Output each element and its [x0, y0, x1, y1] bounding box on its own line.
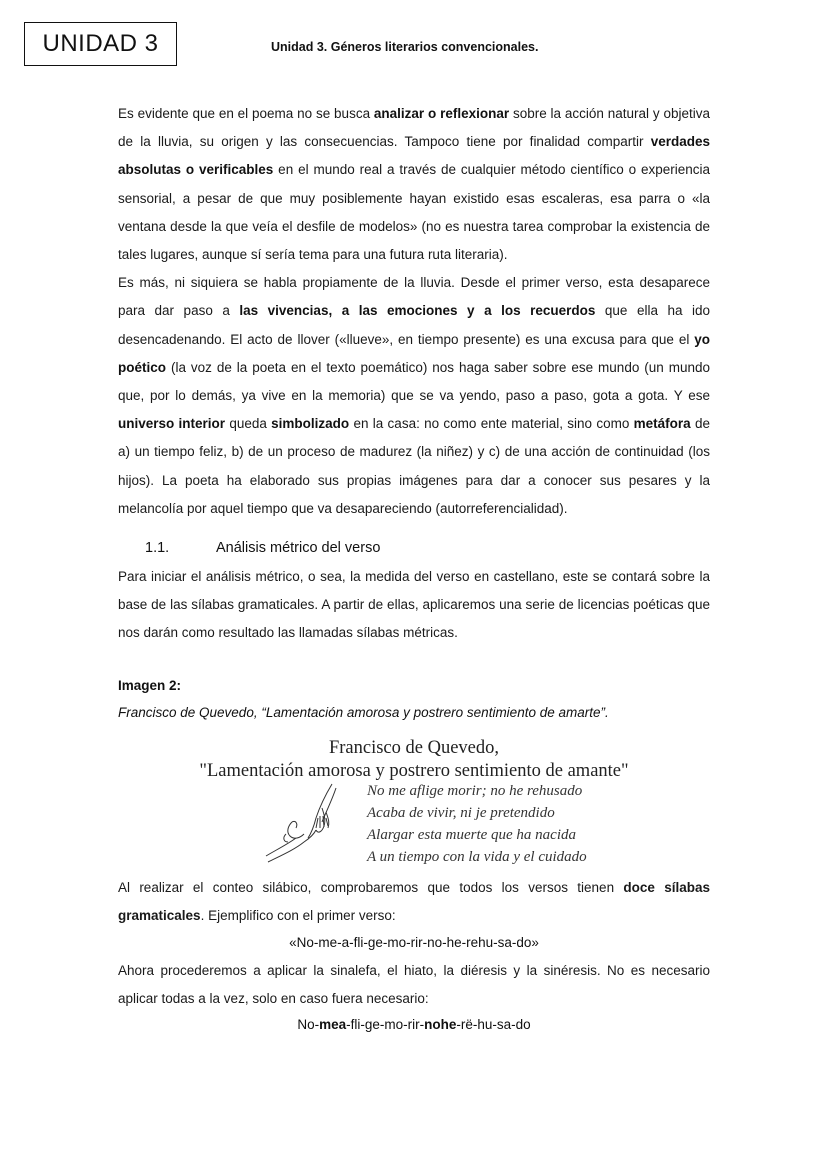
poem-verses [367, 780, 587, 868]
verse-line: A un tiempo con la vida y el cuidado [367, 849, 587, 865]
paragraph-1: Es evidente que en el poema no se busca analizar o reflexionar sobre la acción natural y objetiva de la lluvia, su origen y las consecuencias. Tampoco tiene por finalidad compartir verdades absolutas o verificables en el mundo real a través de cualquier método científico o experiencia sensorial, a pesar de que muy posiblemente hayan existido esas escaleras, esa parra o «la ventana desde la que veía el desfile de modelos» (no es nuestra tarea comprobar la existencia de tales lugares, aunque sí sería tema para una futura ruta literaria). [118, 106, 711, 263]
section-heading [145, 540, 380, 556]
figure-title-author: Francisco de Quevedo, [328, 738, 500, 758]
image-caption: Francisco de Quevedo, “Lamentación amorosa y postrero sentimiento de amarte”. [118, 705, 609, 720]
figure-title-poem: "Lamentación amorosa y postrero sentimiento de amante" [199, 761, 629, 781]
paragraph-3: Para iniciar el análisis métrico, o sea, la medida del verso en castellano, este se contará sobre la base de las sílabas gramaticales. A partir de ellas, aplicaremos una serie de licencias poéticas que nos darán como resultado las llamadas sílabas métricas. [118, 569, 710, 640]
page-header-title: Unidad 3. Géneros literarios convencionales. [271, 40, 539, 54]
verse-line: Alargar esta muerte que ha nacida [367, 827, 576, 843]
figure-title [118, 737, 710, 783]
unit-label-box: UNIDAD 3 [24, 22, 177, 66]
hands-illustration-icon [262, 778, 357, 868]
syllable-count-example: «No-me-a-fli-ge-mo-rir-no-he-rehu-sa-do» [289, 935, 539, 950]
section-number: 1.1. [145, 540, 170, 556]
body-text [118, 100, 710, 523]
verse-line: Acaba de vivir, ni je pretendido [367, 805, 555, 821]
metric-syllables-example: No-mea-fli-ge-mo-rir-nohe-rë-hu-sa-do [297, 1017, 531, 1032]
image-label: Imagen 2: [118, 678, 182, 693]
paragraph-4: Al realizar el conteo silábico, comprobaremos que todos los versos tienen doce sílabas gramaticales. Ejemplifico con el primer verso: [118, 880, 710, 923]
paragraph-2: Es más, ni siquiera se habla propiamente de la lluvia. Desde el primer verso, esta desaparece para dar paso a las vivencias, a las emociones y a los recuerdos que ella ha ido desencadenando. El acto de llover («llueve», en tiempo presente) es una excusa para que el yo poético (la voz de la poeta en el texto poemático) nos haga saber sobre ese mundo (un mundo que, por lo demás, ya vive en la memoria) que se va yendo, paso a paso, gota a gota. Y ese universo interior queda simbolizado en la casa: no como ente material, sino como metáfora de a) un tiempo feliz, b) de un proceso de madurez (la niñez) y c) de una acción de continuidad (los hijos). La poeta ha elaborado sus propias imágenes para dar a conocer sus pesares y la melancolía por aquel tiempo que va desapareciendo (autorreferencialidad). [118, 275, 711, 516]
section-title: Análisis métrico del verso [216, 540, 381, 556]
paragraph-5: Ahora procederemos a aplicar la sinalefa, el hiato, la diéresis y la sinéresis. No es necesario aplicar todas a la vez, solo en caso fuera necesario: [118, 963, 710, 1006]
verse-line: No me aflige morir; no he rehusado [367, 783, 583, 799]
